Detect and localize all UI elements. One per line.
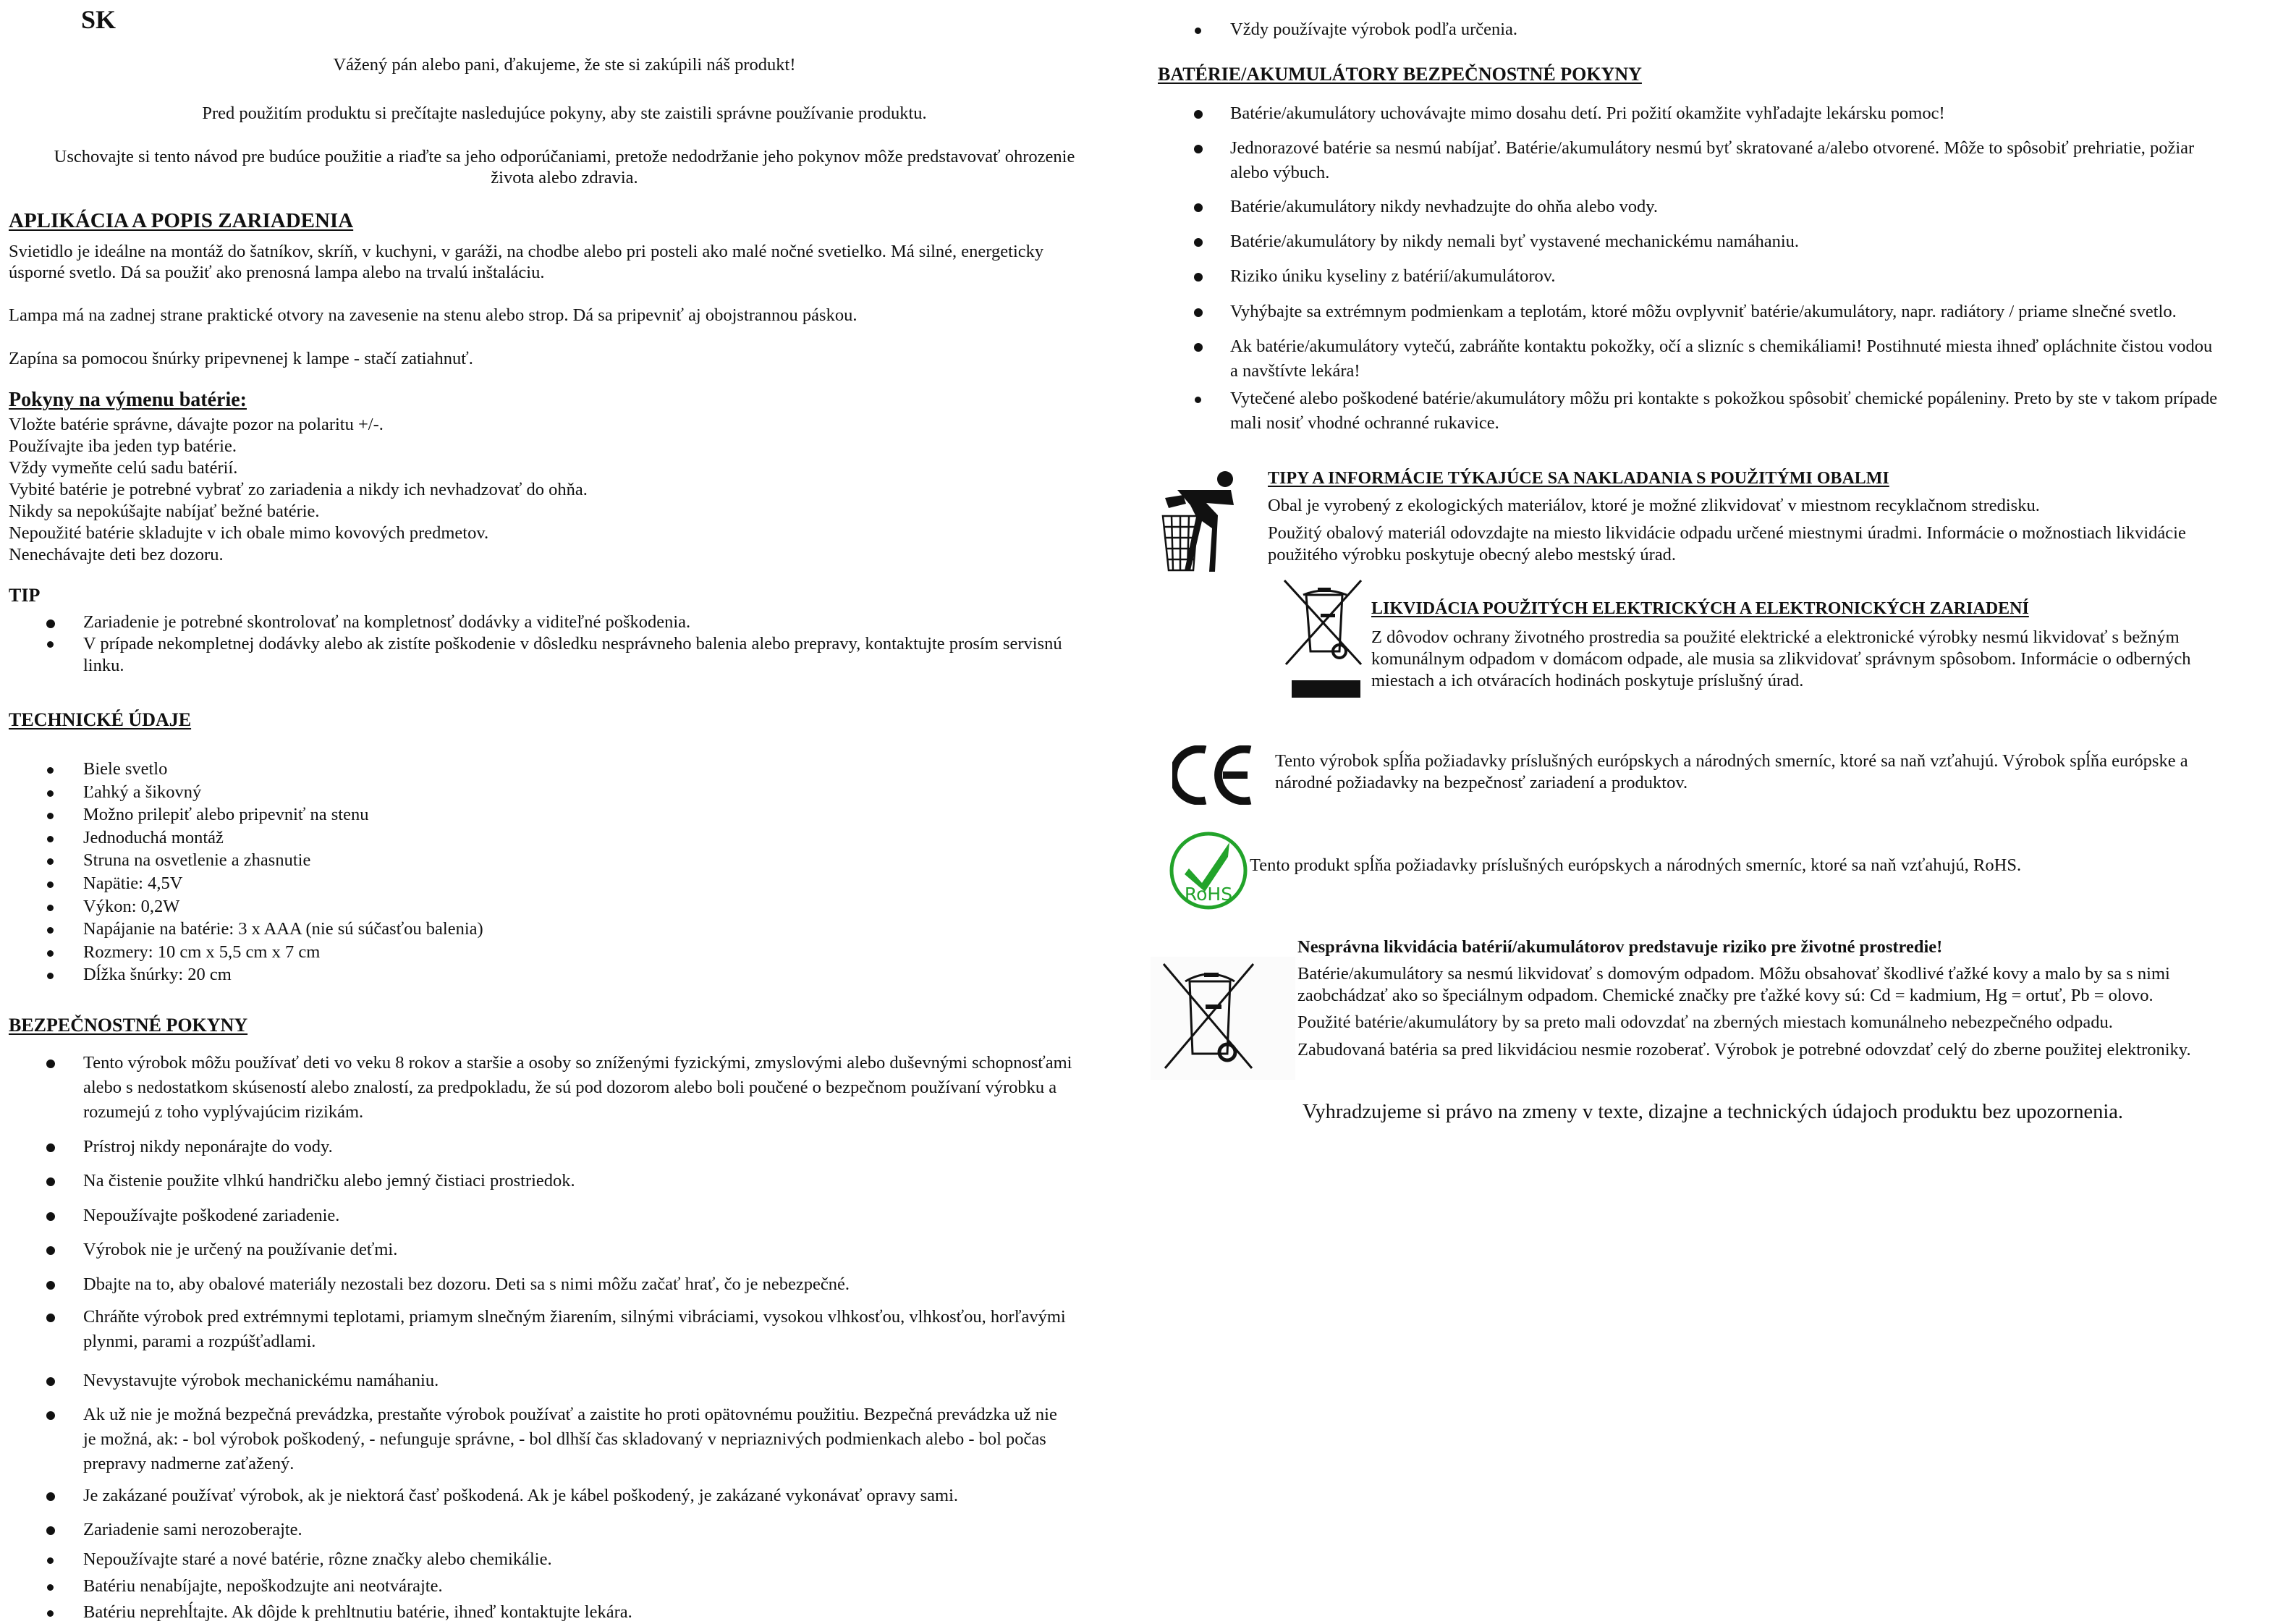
section-title-application: APLIKÁCIA A POPIS ZARIADENIA xyxy=(9,209,354,232)
weee-line: komunálnym odpadom v domácom odpade, ale musia sa zlikvidovať správnym spôsobom. Informácie o odberných xyxy=(1371,649,2191,669)
bullet xyxy=(47,973,54,979)
battery-disposal-line: Zabudovaná batéria sa pred likvidáciou nesmie rozoberať. Výrobok je potrebné odovzdať celý do zberne použitej elektroniky. xyxy=(1297,1040,2191,1060)
safety-item: Nepoužívajte staré a nové batérie, rôzne značky alebo chemikálie. xyxy=(83,1549,552,1569)
safety-item: Nepoužívajte poškodené zariadenie. xyxy=(83,1206,340,1225)
technical-item: Rozmery: 10 cm x 5,5 cm x 7 cm xyxy=(83,942,321,962)
section-title-packaging: TIPY A INFORMÁCIE TÝKAJÚCE SA NAKLADANIA S POUŽITÝMI OBALMI xyxy=(1268,469,1889,488)
application-p3: Zapína sa pomocou šnúrky pripevnenej k lampe - stačí zatiahnuť. xyxy=(9,349,473,368)
technical-item: Výkon: 0,2W xyxy=(83,896,180,916)
bullet xyxy=(47,950,54,957)
bullet xyxy=(47,813,54,819)
bullet xyxy=(47,641,54,648)
technical-item: Napätie: 4,5V xyxy=(83,874,183,893)
battery-change-line: Používajte iba jeden typ batérie. xyxy=(9,436,237,456)
safety-item-continuation: plynmi, parami a rozpúšťadlami. xyxy=(83,1332,316,1351)
safety-item: Na čistenie použite vlhkú handričku alebo jemný čistiaci prostriedok. xyxy=(83,1171,575,1190)
battery-disposal-title: Nesprávna likvidácia batérií/akumulátorov predstavuje riziko pre životné prostredie! xyxy=(1297,937,1943,957)
ce-line: Tento výrobok spĺňa požiadavky príslušných európskych a národných smerníc, ktoré sa naň vzťahujú. Výrobok spĺňa európske a xyxy=(1275,751,2188,771)
bullet xyxy=(1194,343,1203,352)
packaging-line2: Použitý obalový materiál odovzdajte na miesto likvidácie odpadu určené miestnymi úradmi. Informácie o možnostiach likvidácie xyxy=(1268,523,2186,543)
bullet xyxy=(47,1584,54,1591)
bullet xyxy=(1194,273,1203,282)
battery-disposal-line: zaobchádzať ako so špeciálnym odpadom. Chemické značky pre ťažké kovy sú: Cd = kadmium, Hg = ortuť, Pb = olovo. xyxy=(1297,986,2154,1005)
bullet xyxy=(46,1177,55,1186)
bullet xyxy=(46,1377,55,1386)
crossed-bin-battery-icon xyxy=(1162,963,1256,1071)
safety-item: Batériu neprehĺtajte. Ak dôjde k prehltnutiu batérie, ihneď kontaktujte lekára. xyxy=(83,1602,632,1622)
ce-mark-icon xyxy=(1172,745,1255,805)
language-code: SK xyxy=(81,5,117,34)
bullet xyxy=(1195,28,1201,34)
safety-item: Výrobok nie je určený na používanie deťmi. xyxy=(83,1240,398,1259)
section-title-tip: TIP xyxy=(9,585,41,606)
safety-item: Batériu nenabíjajte, nepoškodzujte ani neotvárajte. xyxy=(83,1576,443,1596)
bullet xyxy=(46,1281,55,1290)
bullet xyxy=(46,1492,55,1501)
bullet xyxy=(47,927,54,934)
rohs-logo-text: RoHS xyxy=(1184,884,1233,905)
battery-safety-item: Batérie/akumulátory uchovávajte mimo dosahu detí. Pri požití okamžite vyhľadajte lekársku pomoc! xyxy=(1230,103,1945,123)
safety-item: Zariadenie sami nerozoberajte. xyxy=(83,1520,302,1539)
section-title-battery-change: Pokyny na výmenu batérie: xyxy=(9,389,247,411)
technical-item: Struna na osvetlenie a zhasnutie xyxy=(83,850,311,871)
crossed-wheelie-bin-icon xyxy=(1283,579,1366,706)
battery-change-line: Vybité batérie je potrebné vybrať zo zariadenia a nikdy ich nevhadzovať do ohňa. xyxy=(9,480,588,499)
bullet xyxy=(47,767,54,774)
bullet xyxy=(47,790,54,797)
safety-item-continuation: rozumejú z toho vyplývajúcim rizikám. xyxy=(83,1102,364,1122)
intro-keep-line1: Uschovajte si tento návod pre budúce použitie a riaďte sa jeho odporúčaniami, pretože nedodržanie jeho pokynov môže predstavovať ohrozenie xyxy=(54,147,1075,166)
battery-safety-item: Ak batérie/akumulátory vytečú, zabráňte kontaktu pokožky, očí a slizníc s chemikáliami! Postihnuté miesta ihneď opláchnite čistou vodou xyxy=(1230,337,2213,356)
safety-continued-item: Vždy používajte výrobok podľa určenia. xyxy=(1230,20,1518,39)
safety-item: Je zakázané používať výrobok, ak je niektorá časť poškodená. Ak je kábel poškodený, je zakázané vykonávať opravy sami. xyxy=(83,1486,959,1505)
bullet xyxy=(46,1411,55,1420)
battery-disposal-line: Batérie/akumulátory sa nesmú likvidovať s domovým odpadom. Môžu obsahovať škodlivé ťažké kovy a malo by sa s nimi xyxy=(1297,964,2170,984)
bullet xyxy=(46,1212,55,1221)
battery-change-line: Nikdy sa nepokúšajte nabíjať bežné batérie. xyxy=(9,502,320,521)
weee-line: miestach a ich otváracích hodinách poskytuje príslušný úrad. xyxy=(1371,671,1804,690)
bullet xyxy=(47,1610,54,1617)
bullet xyxy=(46,1060,55,1068)
bullet xyxy=(47,881,54,888)
bullet xyxy=(1194,203,1203,212)
battery-safety-item: Vytečené alebo poškodené batérie/akumulátory môžu pri kontakte s pokožkou spôsobiť chemické popáleniny. Preto by ste v takom prípade xyxy=(1230,389,2218,408)
bullet xyxy=(46,1314,55,1322)
bullet xyxy=(47,836,54,842)
bullet xyxy=(47,1557,54,1564)
packaging-line3: použitého výrobku poskytuje obecný alebo mestský úrad. xyxy=(1268,545,1677,564)
battery-change-line: Nenechávajte deti bez dozoru. xyxy=(9,545,224,564)
section-title-technical: TECHNICKÉ ÚDAJE xyxy=(9,709,192,730)
litter-bin-person-icon xyxy=(1161,470,1241,579)
battery-safety-item-continuation: mali nosiť vhodné ochranné rukavice. xyxy=(1230,413,1499,433)
battery-safety-item: Jednorazové batérie sa nesmú nabíjať. Batérie/akumulátory nesmú byť skratované a/alebo otvorené. Môže to spôsobiť prehriatie, požiar xyxy=(1230,138,2195,158)
safety-item: Dbajte na to, aby obalové materiály nezostali bez dozoru. Deti sa s nimi môžu začať hrať, čo je nebezpečné. xyxy=(83,1274,850,1294)
section-title-weee: LIKVIDÁCIA POUŽITÝCH ELEKTRICKÝCH A ELEKTRONICKÝCH ZARIADENÍ xyxy=(1371,599,2029,618)
battery-disposal-line: Použité batérie/akumulátory by sa preto mali odovzdať na zberných miestach komunálneho nebezpečného odpadu. xyxy=(1297,1012,2113,1032)
battery-change-line: Vložte batérie správne, dávajte pozor na polaritu +/-. xyxy=(9,415,384,434)
application-p2: Lampa má na zadnej strane praktické otvory na zavesenie na stenu alebo strop. Dá sa pripevniť aj obojstrannou páskou. xyxy=(9,305,857,325)
intro-keep-line2: života alebo zdravia. xyxy=(491,168,638,187)
application-p1-line1: Svietidlo je ideálne na montáž do šatníkov, skríň, v kuchyni, v garáži, na chodbe alebo pri posteli ako malé nočné svetielko. Má silné, energeticky xyxy=(9,242,1044,261)
tip-item-continuation: linku. xyxy=(83,656,124,675)
weee-line: Z dôvodov ochrany životného prostredia sa použité elektrické a elektronické výrobky nesmú likvidovať s bežným xyxy=(1371,627,2180,647)
safety-item: Nevystavujte výrobok mechanickému namáhaniu. xyxy=(83,1371,439,1390)
tip-item: Zariadenie je potrebné skontrolovať na kompletnosť dodávky a viditeľné poškodenia. xyxy=(83,612,691,632)
technical-item: Dĺžka šnúrky: 20 cm xyxy=(83,965,232,985)
technical-item: Možno prilepiť alebo pripevniť na stenu xyxy=(83,805,369,825)
section-title-battery-safety: BATÉRIE/AKUMULÁTORY BEZPEČNOSTNÉ POKYNY xyxy=(1158,64,1642,85)
bullet xyxy=(46,1143,55,1152)
battery-safety-item-continuation: alebo výbuch. xyxy=(1230,163,1330,182)
battery-safety-item: Vyhýbajte sa extrémnym podmienkam a teplotám, ktoré môžu ovplyvniť batérie/akumulátory, napr. radiátory / priame slnečné svetlo. xyxy=(1230,302,2177,321)
battery-safety-item-continuation: a navštívte lekára! xyxy=(1230,361,1360,381)
safety-item-continuation: prepravy nadmerne zaťažený. xyxy=(83,1454,295,1473)
bullet xyxy=(46,619,55,628)
battery-change-line: Vždy vymeňte celú sadu batérií. xyxy=(9,458,238,478)
bullet xyxy=(47,905,54,911)
technical-item: Biele svetlo xyxy=(83,759,168,779)
rohs-text: Tento produkt spĺňa požiadavky príslušných európskych a národných smerníc, ktoré sa naň vzťahujú, RoHS. xyxy=(1250,855,2022,875)
bullet xyxy=(46,1246,55,1255)
intro-greeting: Vážený pán alebo pani, ďakujeme, že ste si zakúpili náš produkt! xyxy=(333,55,796,75)
safety-item-continuation: je možná, ak: - bol výrobok poškodený, - nefunguje správne, - bol dlhší čas skladovaný v nepriaznivých podmienkach alebo - bol počas xyxy=(83,1429,1046,1449)
safety-item: Tento výrobok môžu používať deti vo veku 8 rokov a staršie a osoby so zníženými fyzickými, zmyslovými alebo duševnými schopnosťami xyxy=(83,1053,1072,1073)
ce-line: národné požiadavky na bezpečnosť zariadení a produktov. xyxy=(1275,773,1688,792)
technical-item: Jednoduchá montáž xyxy=(83,827,224,847)
technical-item: Ľahký a šikovný xyxy=(83,782,202,802)
safety-item: Prístroj nikdy neponárajte do vody. xyxy=(83,1137,333,1156)
battery-change-line: Nepoužité batérie skladujte v ich obale mimo kovových predmetov. xyxy=(9,523,489,543)
disclaimer: Vyhradzujeme si právo na zmeny v texte, dizajne a technických údajoch produktu bez upozornenia. xyxy=(1303,1101,2124,1123)
rohs-check-icon xyxy=(1169,831,1248,910)
battery-safety-item: Batérie/akumulátory nikdy nevhadzujte do ohňa alebo vody. xyxy=(1230,197,1659,216)
battery-safety-item: Riziko úniku kyseliny z batérií/akumulátorov. xyxy=(1230,266,1556,286)
packaging-line1: Obal je vyrobený z ekologických materiálov, ktoré je možné zlikvidovať v miestnom recyklačnom stredisku. xyxy=(1268,496,2040,515)
technical-item: Napájanie na batérie: 3 x AAA (nie sú súčasťou balenia) xyxy=(83,919,483,939)
safety-item: Ak už nie je možná bezpečná prevádzka, prestaňte výrobok používať a zaistite ho proti opätovnému použitiu. Bezpečná prevádzka už nie xyxy=(83,1405,1057,1424)
tip-item: V prípade nekompletnej dodávky alebo ak zistíte poškodenie v dôsledku nesprávneho balenia alebo prepravy, kontaktujte prosím servisnú xyxy=(83,634,1062,654)
bullet xyxy=(1194,308,1203,317)
application-p1-line2: úsporné svetlo. Dá sa použiť ako prenosná lampa alebo na trvalú inštaláciu. xyxy=(9,263,545,282)
battery-safety-item: Batérie/akumulátory by nikdy nemali byť vystavené mechanickému namáhaniu. xyxy=(1230,232,1800,251)
bullet xyxy=(1194,238,1203,247)
bullet xyxy=(1194,145,1203,153)
intro-read-first: Pred použitím produktu si prečítajte nasledujúce pokyny, aby ste zaistili správne používanie produktu. xyxy=(202,103,927,123)
bullet xyxy=(46,1526,55,1535)
safety-item-continuation: alebo s nedostatkom skúseností alebo znalostí, za predpokladu, že sú pod dozorom alebo boli poučené o bezpečnom používaní výrobku a xyxy=(83,1078,1057,1097)
bullet xyxy=(1194,110,1203,119)
bullet xyxy=(1195,397,1201,403)
section-title-safety: BEZPEČNOSTNÉ POKYNY xyxy=(9,1015,248,1036)
bullet xyxy=(47,858,54,865)
safety-item: Chráňte výrobok pred extrémnymi teplotami, priamym slnečným žiarením, silnými vibráciami, vysokou vlhkosťou, vlhkosťou, horľavými xyxy=(83,1307,1066,1327)
